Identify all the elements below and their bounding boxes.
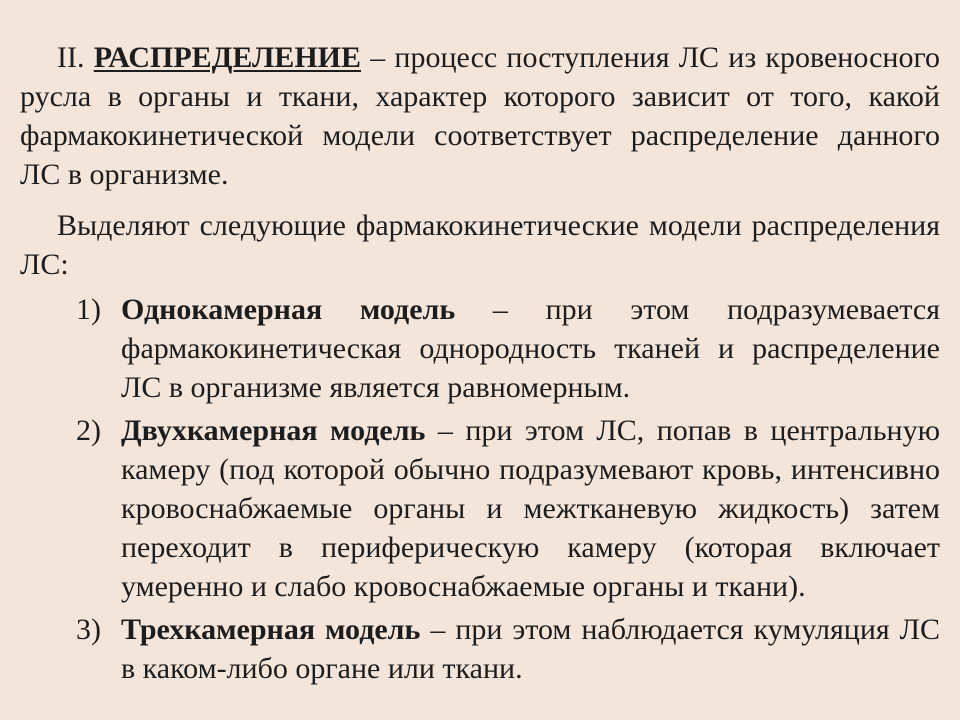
item-number: 3) [76,613,101,646]
model-description: – при этом наблюдается кумуляция ЛС в каком-либо органе или ткани. [121,613,940,685]
section-prefix: II. [57,41,85,74]
section-definition: – процесс поступления ЛС из кровеносного русла в органы и ткани, характер которого зависит от того, какой фармакокинетической модели соответствует распределение данного ЛС в организме. [20,41,941,191]
definition-paragraph [20,38,940,194]
item-text [101,290,940,407]
item-text [101,411,940,606]
item-number: 2) [76,414,101,447]
model-name: Двухкамерная модель [121,414,426,447]
models-list [20,290,940,688]
item-number: 1) [76,293,101,326]
model-description: – при этом подразумевается фармакокинетическая однородность тканей и распределение ЛС в организме является равномерным. [121,293,940,404]
list-item [20,290,940,407]
section-term: РАСПРЕДЕЛЕНИЕ [93,41,361,74]
model-name: Однокамерная модель [121,293,456,326]
model-description: – при этом ЛС, попав в центральную камеру (под которой обычно подразумевают кровь, интенсивно кровоснабжаемые органы и межтканевую жидкость) затем переходит в периферическую камеру (которая включает умеренно и слабо кровоснабжаемые органы и ткани). [121,414,940,603]
intro-paragraph: Выделяют следующие фармакокинетические модели распределения ЛС: [20,209,940,281]
list-item [20,610,940,688]
item-text [101,610,940,688]
list-item [20,411,940,606]
model-name: Трехкамерная модель [121,613,421,646]
